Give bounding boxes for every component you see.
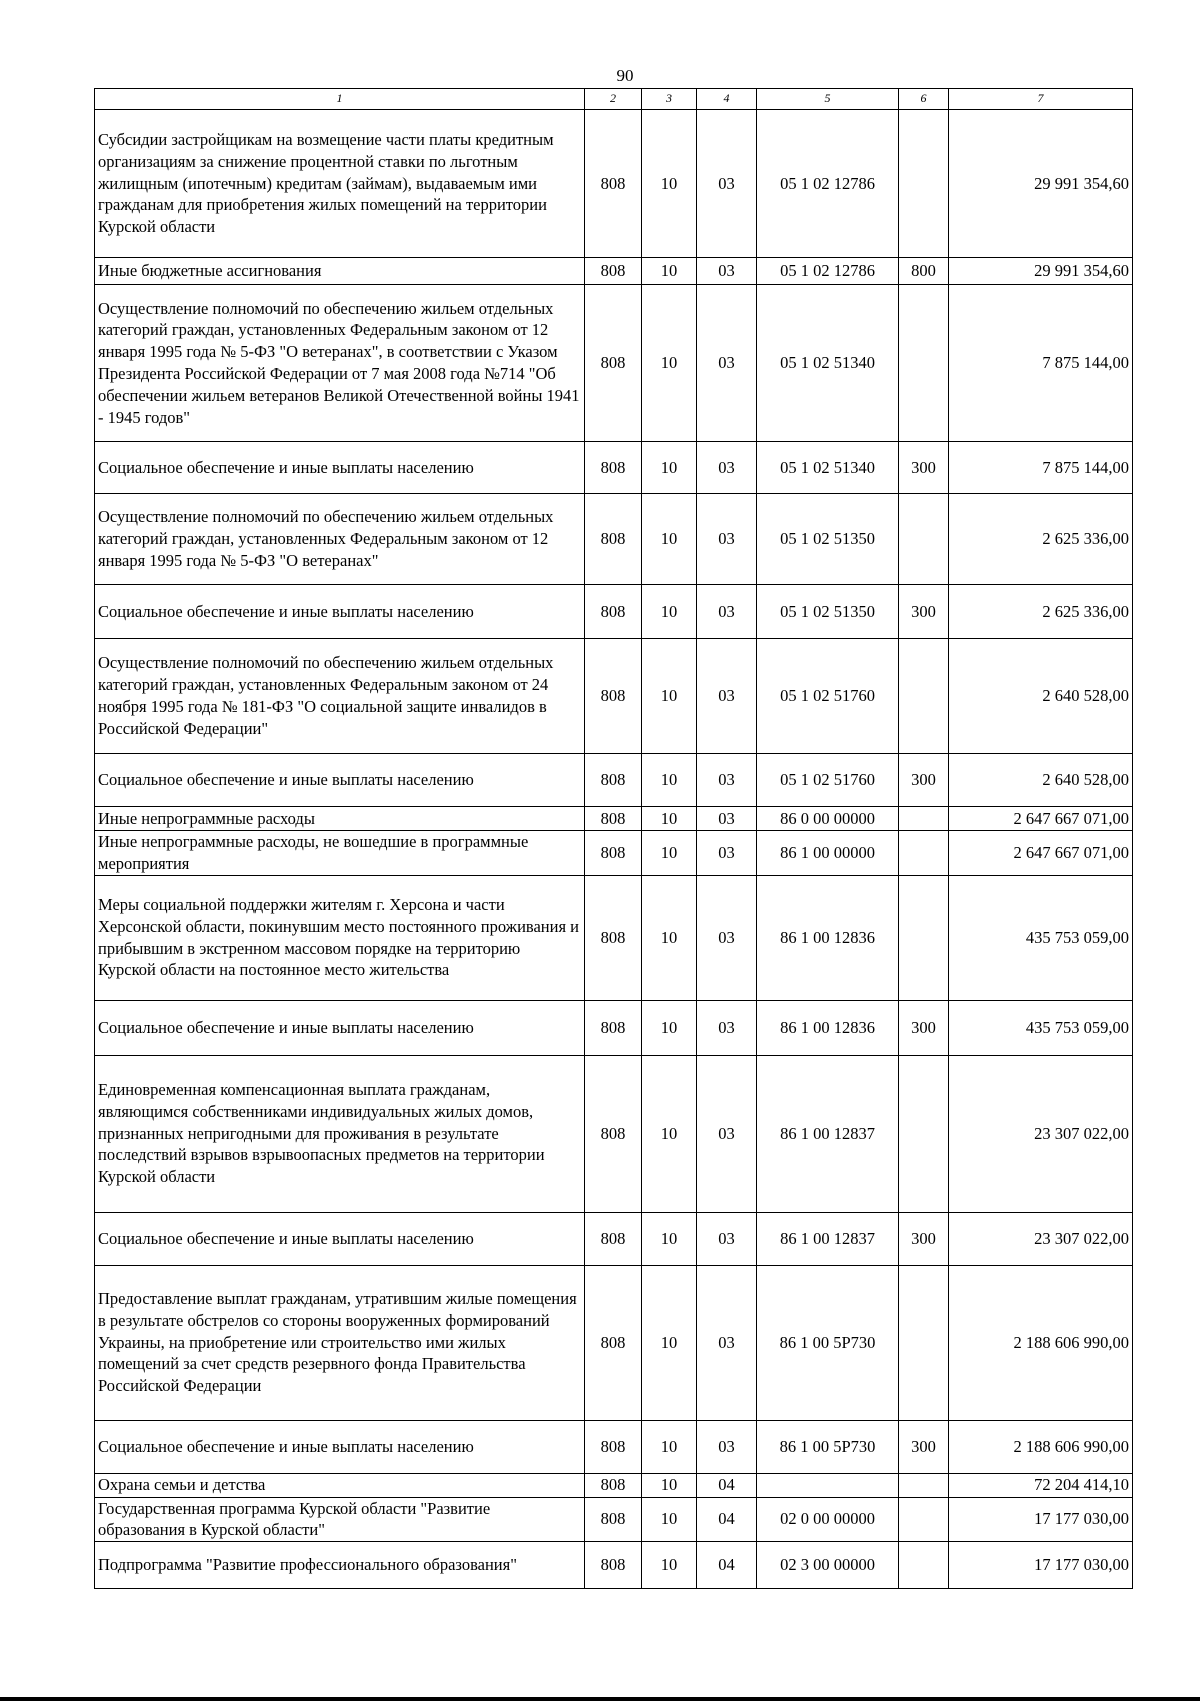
row-name: Иные непрограммные расходы (95, 807, 585, 831)
expense-type-code (899, 639, 949, 754)
expense-type-code: 300 (899, 1420, 949, 1473)
target-article-code: 02 0 00 00000 (757, 1497, 899, 1542)
section-code: 10 (642, 1265, 697, 1420)
subsection-code: 03 (697, 585, 757, 639)
subsection-code: 04 (697, 1473, 757, 1497)
section-code: 10 (642, 639, 697, 754)
page-number: 90 (616, 66, 634, 85)
table-row (95, 754, 1133, 807)
scan-bottom-edge (0, 1697, 1200, 1701)
expense-type-code: 300 (899, 754, 949, 807)
section-code: 10 (642, 1497, 697, 1542)
subsection-code: 04 (697, 1542, 757, 1589)
expense-type-code (899, 875, 949, 1000)
row-name: Осуществление полномочий по обеспечению жильем отдельных категорий граждан, установленных Федеральным законом от 24 ноября 1995 года № 181-ФЗ "О социальной защите инвалидов в Российской Федерации" (95, 639, 585, 754)
subsection-code: 03 (697, 1055, 757, 1212)
amount: 7 875 144,00 (949, 442, 1133, 494)
target-article-code: 86 0 00 00000 (757, 807, 899, 831)
subsection-code: 03 (697, 1000, 757, 1055)
target-article-code: 05 1 02 51760 (757, 639, 899, 754)
amount: 7 875 144,00 (949, 285, 1133, 442)
column-number: 3 (642, 89, 697, 110)
amount: 17 177 030,00 (949, 1497, 1133, 1542)
amount: 23 307 022,00 (949, 1212, 1133, 1265)
expense-type-code (899, 285, 949, 442)
column-number: 7 (949, 89, 1133, 110)
row-name: Государственная программа Курской области "Развитие образования в Курской области" (95, 1497, 585, 1542)
column-number: 1 (95, 89, 585, 110)
subsection-code: 03 (697, 285, 757, 442)
amount: 2 647 667 071,00 (949, 831, 1133, 876)
row-name: Социальное обеспечение и иные выплаты населению (95, 1212, 585, 1265)
section-code: 10 (642, 494, 697, 585)
target-article-code: 05 1 02 51340 (757, 442, 899, 494)
expense-type-code (899, 1542, 949, 1589)
section-code: 10 (642, 285, 697, 442)
row-name: Меры социальной поддержки жителям г. Херсона и части Херсонской области, покинувшим место постоянного проживания и прибывшим в экстренном массовом порядке на территорию Курской области на постоянное место жительства (95, 875, 585, 1000)
target-article-code: 05 1 02 51350 (757, 585, 899, 639)
ministry-code: 808 (585, 442, 642, 494)
ministry-code: 808 (585, 1265, 642, 1420)
expense-type-code: 300 (899, 1212, 949, 1265)
row-name: Иные бюджетные ассигнования (95, 258, 585, 285)
expense-type-code: 300 (899, 442, 949, 494)
table-row (95, 494, 1133, 585)
subsection-code: 03 (697, 1212, 757, 1265)
column-number: 2 (585, 89, 642, 110)
ministry-code: 808 (585, 754, 642, 807)
table-row (95, 110, 1133, 258)
column-number-row (95, 89, 1133, 110)
row-name: Социальное обеспечение и иные выплаты населению (95, 1000, 585, 1055)
expense-type-code (899, 1473, 949, 1497)
section-code: 10 (642, 1473, 697, 1497)
target-article-code: 86 1 00 5Р730 (757, 1265, 899, 1420)
ministry-code: 808 (585, 1497, 642, 1542)
expense-type-code: 300 (899, 585, 949, 639)
row-name: Единовременная компенсационная выплата гражданам, являющимся собственниками индивидуальных жилых домов, признанных непригодными для проживания в результате последствий взрывов взрывоопасных предметов на территории Курской области (95, 1055, 585, 1212)
amount: 2 625 336,00 (949, 494, 1133, 585)
expense-type-code: 800 (899, 258, 949, 285)
target-article-code (757, 1473, 899, 1497)
row-name: Социальное обеспечение и иные выплаты населению (95, 1420, 585, 1473)
section-code: 10 (642, 831, 697, 876)
expense-type-code (899, 1497, 949, 1542)
amount: 2 188 606 990,00 (949, 1420, 1133, 1473)
row-name: Подпрограмма "Развитие профессионального образования" (95, 1542, 585, 1589)
column-number: 6 (899, 89, 949, 110)
ministry-code: 808 (585, 807, 642, 831)
row-name: Предоставление выплат гражданам, утратившим жилые помещения в результате обстрелов со стороны вооруженных формирований Украины, на приобретение или строительство ими жилых помещений за счет средств резервного фонда Правительства Российской Федерации (95, 1265, 585, 1420)
amount: 29 991 354,60 (949, 110, 1133, 258)
subsection-code: 03 (697, 1265, 757, 1420)
table-row (95, 807, 1133, 831)
expense-type-code (899, 807, 949, 831)
expense-type-code (899, 494, 949, 585)
table-row (95, 285, 1133, 442)
ministry-code: 808 (585, 1542, 642, 1589)
amount: 2 647 667 071,00 (949, 807, 1133, 831)
amount: 29 991 354,60 (949, 258, 1133, 285)
ministry-code: 808 (585, 831, 642, 876)
subsection-code: 03 (697, 258, 757, 285)
row-name: Иные непрограммные расходы, не вошедшие в программные мероприятия (95, 831, 585, 876)
section-code: 10 (642, 1000, 697, 1055)
amount: 23 307 022,00 (949, 1055, 1133, 1212)
ministry-code: 808 (585, 285, 642, 442)
subsection-code: 04 (697, 1497, 757, 1542)
target-article-code: 86 1 00 12836 (757, 875, 899, 1000)
target-article-code: 05 1 02 12786 (757, 258, 899, 285)
ministry-code: 808 (585, 494, 642, 585)
table-row (95, 1212, 1133, 1265)
table-row (95, 831, 1133, 876)
ministry-code: 808 (585, 1212, 642, 1265)
section-code: 10 (642, 1055, 697, 1212)
table-row (95, 1497, 1133, 1542)
row-name: Охрана семьи и детства (95, 1473, 585, 1497)
target-article-code: 02 3 00 00000 (757, 1542, 899, 1589)
amount: 2 640 528,00 (949, 639, 1133, 754)
subsection-code: 03 (697, 754, 757, 807)
table-row (95, 1473, 1133, 1497)
row-name: Осуществление полномочий по обеспечению жильем отдельных категорий граждан, установленных Федеральным законом от 12 января 1995 года № 5-ФЗ "О ветеранах" (95, 494, 585, 585)
expense-type-code (899, 831, 949, 876)
row-name: Социальное обеспечение и иные выплаты населению (95, 442, 585, 494)
target-article-code: 05 1 02 51350 (757, 494, 899, 585)
row-name: Осуществление полномочий по обеспечению жильем отдельных категорий граждан, установленных Федеральным законом от 12 января 1995 года № 5-ФЗ "О ветеранах", в соответствии с Указом Президента Российской Федерации от 7 мая 2008 года №714 "Об обеспечении жильем ветеранов Великой Отечественной войны 1941 - 1945 годов" (95, 285, 585, 442)
column-number: 5 (757, 89, 899, 110)
target-article-code: 86 1 00 12836 (757, 1000, 899, 1055)
amount: 2 640 528,00 (949, 754, 1133, 807)
table-row (95, 1000, 1133, 1055)
expense-type-code (899, 1055, 949, 1212)
budget-table (94, 88, 1133, 1589)
target-article-code: 86 1 00 12837 (757, 1055, 899, 1212)
expense-type-code: 300 (899, 1000, 949, 1055)
section-code: 10 (642, 1542, 697, 1589)
table-row (95, 442, 1133, 494)
ministry-code: 808 (585, 1000, 642, 1055)
section-code: 10 (642, 110, 697, 258)
row-name: Социальное обеспечение и иные выплаты населению (95, 585, 585, 639)
amount: 2 188 606 990,00 (949, 1265, 1133, 1420)
column-number: 4 (697, 89, 757, 110)
section-code: 10 (642, 754, 697, 807)
section-code: 10 (642, 585, 697, 639)
section-code: 10 (642, 1420, 697, 1473)
ministry-code: 808 (585, 1420, 642, 1473)
expense-type-code (899, 1265, 949, 1420)
subsection-code: 03 (697, 875, 757, 1000)
table-row (95, 258, 1133, 285)
target-article-code: 86 1 00 00000 (757, 831, 899, 876)
ministry-code: 808 (585, 258, 642, 285)
table-row (95, 585, 1133, 639)
row-name: Социальное обеспечение и иные выплаты населению (95, 754, 585, 807)
ministry-code: 808 (585, 639, 642, 754)
amount: 72 204 414,10 (949, 1473, 1133, 1497)
subsection-code: 03 (697, 831, 757, 876)
table-row (95, 1055, 1133, 1212)
subsection-code: 03 (697, 1420, 757, 1473)
ministry-code: 808 (585, 875, 642, 1000)
subsection-code: 03 (697, 110, 757, 258)
subsection-code: 03 (697, 639, 757, 754)
amount: 2 625 336,00 (949, 585, 1133, 639)
amount: 17 177 030,00 (949, 1542, 1133, 1589)
ministry-code: 808 (585, 1473, 642, 1497)
target-article-code: 05 1 02 51760 (757, 754, 899, 807)
amount: 435 753 059,00 (949, 1000, 1133, 1055)
ministry-code: 808 (585, 110, 642, 258)
section-code: 10 (642, 258, 697, 285)
section-code: 10 (642, 1212, 697, 1265)
section-code: 10 (642, 807, 697, 831)
target-article-code: 05 1 02 12786 (757, 110, 899, 258)
table-row (95, 1265, 1133, 1420)
subsection-code: 03 (697, 807, 757, 831)
target-article-code: 86 1 00 12837 (757, 1212, 899, 1265)
target-article-code: 05 1 02 51340 (757, 285, 899, 442)
ministry-code: 808 (585, 1055, 642, 1212)
ministry-code: 808 (585, 585, 642, 639)
section-code: 10 (642, 442, 697, 494)
table-row (95, 639, 1133, 754)
subsection-code: 03 (697, 442, 757, 494)
table-row (95, 1420, 1133, 1473)
table-row (95, 1542, 1133, 1589)
amount: 435 753 059,00 (949, 875, 1133, 1000)
section-code: 10 (642, 875, 697, 1000)
row-name: Субсидии застройщикам на возмещение части платы кредитным организациям за снижение процентной ставки по льготным жилищным (ипотечным) кредитам (займам), выдаваемым ими гражданам для приобретения жилых помещений на территории Курской области (95, 110, 585, 258)
table-row (95, 875, 1133, 1000)
expense-type-code (899, 110, 949, 258)
subsection-code: 03 (697, 494, 757, 585)
target-article-code: 86 1 00 5Р730 (757, 1420, 899, 1473)
